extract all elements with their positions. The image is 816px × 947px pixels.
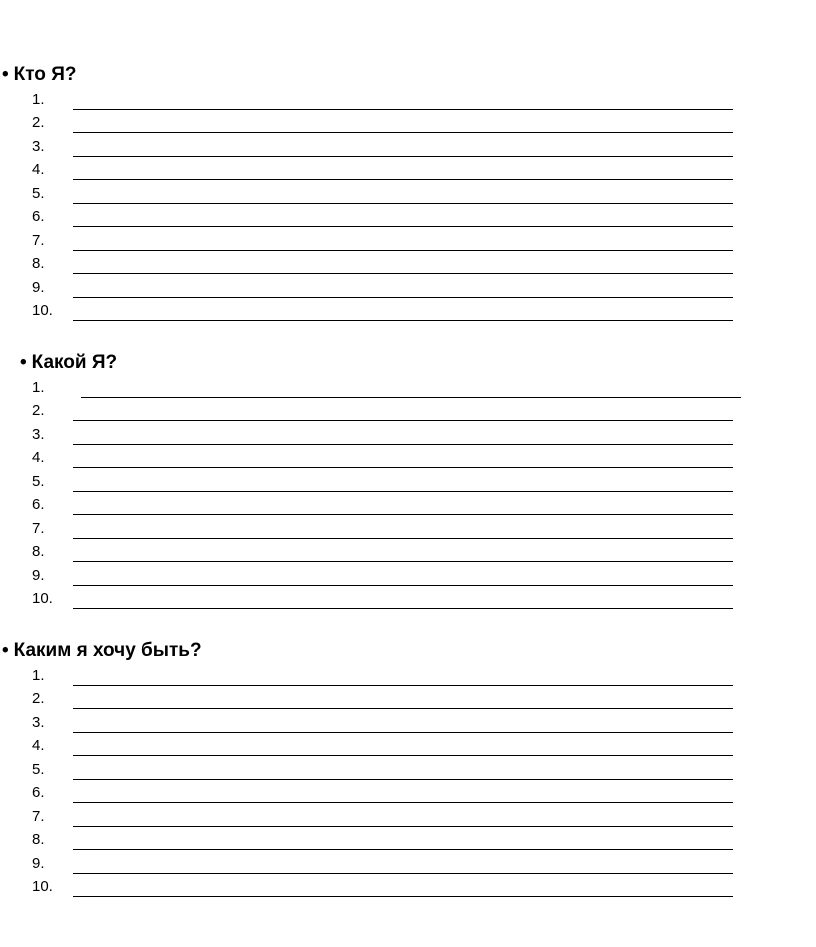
answer-row xyxy=(0,829,816,853)
answer-row xyxy=(0,112,816,136)
answer-line[interactable] xyxy=(73,826,733,827)
answer-row xyxy=(0,588,816,612)
answer-line[interactable] xyxy=(73,685,733,686)
item-number: 3. xyxy=(32,425,45,443)
item-number: 5. xyxy=(32,472,45,490)
item-number: 9. xyxy=(32,854,45,872)
answer-line[interactable] xyxy=(73,226,733,227)
item-number: 1. xyxy=(32,90,45,108)
answer-row xyxy=(0,758,816,782)
answer-line[interactable] xyxy=(73,320,733,321)
item-number: 6. xyxy=(32,496,45,513)
answer-line[interactable] xyxy=(73,732,733,733)
answer-line[interactable] xyxy=(73,203,733,204)
item-number: 4. xyxy=(32,737,45,754)
section-heading xyxy=(20,352,117,374)
answer-row xyxy=(0,782,816,806)
answer-line[interactable] xyxy=(73,802,733,803)
answer-row xyxy=(0,852,816,876)
bullet-icon: • xyxy=(2,640,9,661)
item-number: 2. xyxy=(32,114,45,131)
item-number: 5. xyxy=(32,184,45,202)
answer-row xyxy=(0,376,816,400)
item-number: 6. xyxy=(32,208,45,225)
answer-line[interactable] xyxy=(73,156,733,157)
item-number: 1. xyxy=(32,378,45,396)
answer-line[interactable] xyxy=(73,467,733,468)
answer-line[interactable] xyxy=(73,491,733,492)
item-number: 4. xyxy=(32,161,45,178)
item-number: 10. xyxy=(32,590,53,607)
item-number: 8. xyxy=(32,255,45,272)
item-number: 6. xyxy=(32,784,45,801)
answer-line[interactable] xyxy=(73,896,733,897)
answer-row xyxy=(0,253,816,277)
answer-line[interactable] xyxy=(81,397,741,398)
answer-row xyxy=(0,805,816,829)
answer-row xyxy=(0,423,816,447)
answer-row xyxy=(0,88,816,112)
answer-row xyxy=(0,447,816,471)
bullet-icon: • xyxy=(2,64,9,85)
answer-row xyxy=(0,664,816,688)
item-number: 7. xyxy=(32,807,45,825)
item-number: 5. xyxy=(32,760,45,778)
answer-row xyxy=(0,159,816,183)
answer-row xyxy=(0,688,816,712)
item-number: 3. xyxy=(32,137,45,155)
answer-row xyxy=(0,494,816,518)
section-title: Кто Я? xyxy=(13,64,77,85)
answer-line[interactable] xyxy=(73,420,733,421)
section-heading xyxy=(2,640,202,662)
answer-line[interactable] xyxy=(73,250,733,251)
answer-row xyxy=(0,135,816,159)
item-number: 9. xyxy=(32,566,45,584)
item-number: 7. xyxy=(32,231,45,249)
item-number: 10. xyxy=(32,878,53,895)
answer-row xyxy=(0,400,816,424)
item-number: 1. xyxy=(32,666,45,684)
answer-line[interactable] xyxy=(73,873,733,874)
item-number: 8. xyxy=(32,543,45,560)
item-number: 4. xyxy=(32,449,45,466)
section-title: Какой Я? xyxy=(31,352,118,373)
answer-row xyxy=(0,276,816,300)
answer-row xyxy=(0,470,816,494)
answer-line[interactable] xyxy=(73,779,733,780)
answer-row xyxy=(0,876,816,900)
answer-row xyxy=(0,182,816,206)
answer-line[interactable] xyxy=(73,708,733,709)
item-number: 2. xyxy=(32,402,45,419)
section-heading xyxy=(2,64,76,86)
answer-line[interactable] xyxy=(73,444,733,445)
answer-line[interactable] xyxy=(73,585,733,586)
item-number: 3. xyxy=(32,713,45,731)
answer-line[interactable] xyxy=(73,273,733,274)
answer-line[interactable] xyxy=(73,297,733,298)
answer-row xyxy=(0,517,816,541)
answer-line[interactable] xyxy=(73,538,733,539)
item-number: 9. xyxy=(32,278,45,296)
answer-line[interactable] xyxy=(73,109,733,110)
answer-row xyxy=(0,711,816,735)
answer-row xyxy=(0,541,816,565)
item-number: 8. xyxy=(32,831,45,848)
answer-row xyxy=(0,206,816,230)
answer-row xyxy=(0,735,816,759)
answer-line[interactable] xyxy=(73,561,733,562)
answer-row xyxy=(0,300,816,324)
item-number: 7. xyxy=(32,519,45,537)
item-number: 2. xyxy=(32,690,45,707)
answer-row xyxy=(0,564,816,588)
bullet-icon: • xyxy=(20,352,27,373)
answer-line[interactable] xyxy=(73,179,733,180)
answer-row xyxy=(0,229,816,253)
answer-line[interactable] xyxy=(73,849,733,850)
answer-line[interactable] xyxy=(73,514,733,515)
answer-line[interactable] xyxy=(73,132,733,133)
answer-line[interactable] xyxy=(73,608,733,609)
answer-line[interactable] xyxy=(73,755,733,756)
section-title: Каким я хочу быть? xyxy=(13,640,202,661)
item-number: 10. xyxy=(32,302,53,319)
